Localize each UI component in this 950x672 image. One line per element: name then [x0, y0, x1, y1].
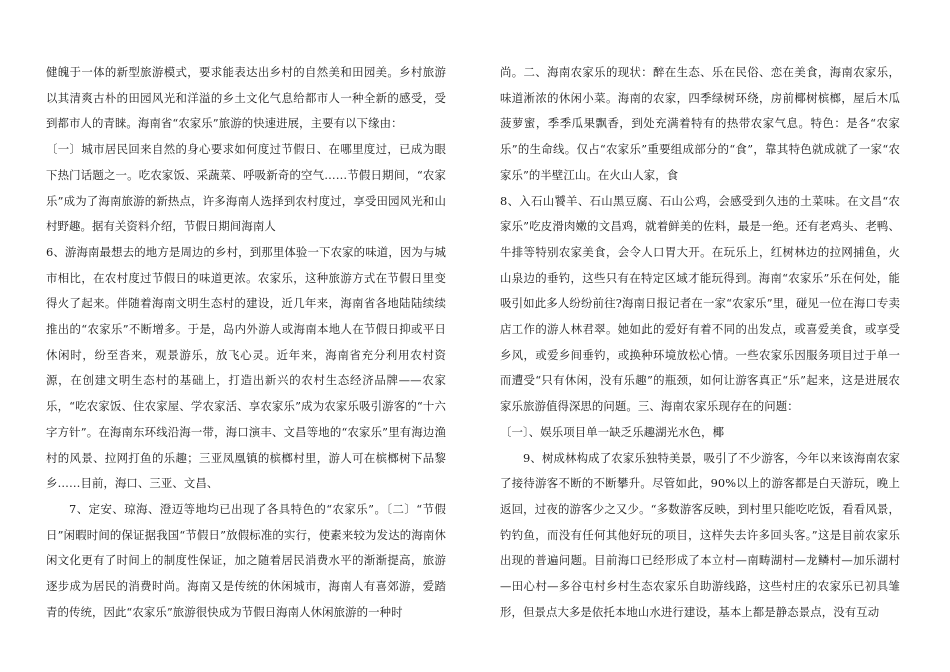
left-text-column [46, 60, 446, 625]
paragraph-status-continuation: 尚。二、海南农家乐的现状：醉在生态、乐在民俗、恋在美食，海南农家乐，味道淅浓的休闲小菜。海南的农家，四季绿树环绕，房前椰树槟榔，屋后木瓜菠萝蜜，季季瓜果飘香，到处充满着特有的热带农家气息。特色：是各“农家乐”的生命线。仅占“农家乐”重要组成部分的“食”，靠其特色就成就了一家“农家乐”的半壁江山。在火山人家，食 [500, 65, 900, 182]
paragraph-6: 6、游海南最想去的地方是周边的乡村，到那里体验一下农家的味道，因为与城市相比，在农村度过节假日的味道更浓。农家乐，这种旅游方式在节假日里变得火了起来。伴随着海南文明生态村的建设，近几年来，海南省各地陆陆续续推出的“农家乐”不断增多。于是，岛内外游人或海南本地人在节假日抑或平日休闲时，纷至沓来，观景游乐，放飞心灵。近年来，海南省充分利用农村资源，在创建文明生态村的基础上，打造出新兴的农村生态经济品牌——农家乐，“吃农家饭、住农家屋、学农家活、享农家乐”成为农家乐吸引游客的“十六字方针”。在海南东环线沿海一带，海口演丰、文昌等地的“农家乐”里有海边渔村的风景、拉网打鱼的乐趣；三亚凤凰镇的槟榔村里，游人可在槟榔树下品黎乡……目前，海口、三亚、文昌、 [46, 244, 446, 491]
paragraph-9: 9、树成林构成了农家乐独特美景，吸引了不少游客，今年以来该海南农家了接待游客不断的不断攀升。尽管如此，90%以上的游客都是白天游玩，晚上返回，过夜的游客少之又少。“多数游客反映，到村里只能吃吃饭，看看风景，钓钓鱼，而没有任何其他好玩的项目，这样失去许多回头客。”这是目前农家乐出现的普遍问题。目前海口已经形成了本立村—南畴湖村—龙鳞村—加乐湖村—田心村—多谷屯村乡村生态农家乐自助游线路，这些村庄的农家乐已初具雏形，但景点大多是依托本地山水进行建设，基本上都是静态景点，没有互动 [500, 450, 900, 619]
paragraph-8: 8、入石山饕羊、石山黑豆腐、石山公鸡，会感受到久违的土菜味。在文昌“农家乐”吃皮滑肉嫩的文昌鸡，就着鲜美的佐料，最是一绝。还有老鸡头、老鸭、牛排等特别农家美食，会令人口胃大开。在玩乐上，红树林边的拉网捕鱼，火山泉边的垂钓，这些只有在特定区域才能玩得到。海南“农家乐”乐在何处，能吸引如此多人纷纷前往?海南日报记者在一家“农家乐”里，碰见一位在海口专卖店工作的游人林君翠。她如此的爱好有着不同的出发点，或喜爱美食，或享受乡风，或爱乡间垂钓，或换种环境放松心情。一些农家乐因服务项目过于单一而遭受“只有休闲，没有乐趣”的瓶颈，如何让游客真正“乐”起来，这是进展农家乐旅游值得深思的问题。三、海南农家乐现存在的问题： [500, 193, 900, 414]
paragraph-section-one: 〔一〕城市居民回来自然的身心要求如何度过节假日、在哪里度过，已成为眼下热门话题之一。吃农家饭、采蔬菜、呼吸新奇的空气……节假日期间，“农家乐”成为了海南旅游的新热点，许多海南人选择到农村度过，享受田园风光和山村野趣。据有关资料介绍，节假日期间海南人 [46, 142, 446, 234]
paragraph-7: 7、定安、琼海、澄迈等地均已出现了各具特色的“农家乐”。〔二〕“节假日”闲暇时间的保证据我国“节假日”放假标准的实行，使素来较为发达的海南休闲文化更有了时间上的制度性保证，加之随着居民消费水平的渐渐提高，旅游逐步成为居民的消费时尚。海南又是传统的休闲城市，海南人有喜郊游，爱踏青的传统，因此“农家乐”旅游很快成为节假日海南人休闲旅游的一种时 [46, 501, 446, 619]
paragraph-problem-one-heading: 〔一〕、娱乐项目单一缺乏乐趣湖光水色，椰 [500, 424, 725, 439]
paragraph-intro-continuation: 健魄于一体的新型旅游模式，要求能表达出乡村的自然美和田园美。乡村旅游以其清爽古朴的田园风光和洋溢的乡土文化气息给都市人一种全新的感受，受到都市人的青睐。海南省“农家乐”旅游的快速进展，主要有以下缘由： [46, 65, 446, 131]
right-text-column [500, 60, 900, 625]
